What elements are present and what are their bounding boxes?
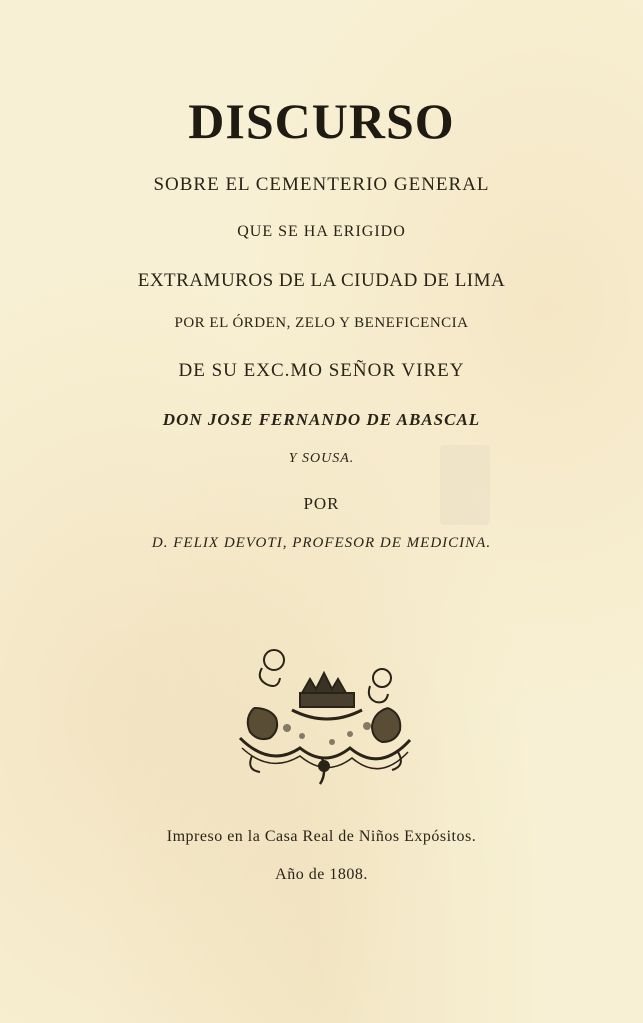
subtitle-line-3: EXTRAMUROS DE LA CIUDAD DE LIMA [137, 270, 506, 291]
year-line: Año de 1808. [275, 866, 368, 883]
document-title: DISCURSO [188, 93, 455, 149]
imprint-line: Impreso en la Casa Real de Niños Expósitos. [166, 828, 477, 845]
royal-coat-of-arms-vignette-icon [232, 638, 418, 788]
subtitle-line-5: DE SU EXC.MO SEÑOR VIREY [178, 360, 465, 381]
subtitle-line-4: POR EL ÓRDEN, ZELO Y BENEFICENCIA [174, 315, 469, 331]
by-label: POR [303, 494, 340, 513]
subtitle-line-1: SOBRE EL CEMENTERIO GENERAL [153, 174, 490, 195]
viceroy-surname: Y SOUSA. [288, 451, 355, 466]
viceroy-name: DON JOSE FERNANDO DE ABASCAL [162, 410, 481, 429]
subtitle-line-2: QUE SE HA ERIGIDO [237, 223, 406, 240]
author-line: D. FELIX DEVOTI, PROFESOR DE MEDICINA. [151, 535, 492, 551]
